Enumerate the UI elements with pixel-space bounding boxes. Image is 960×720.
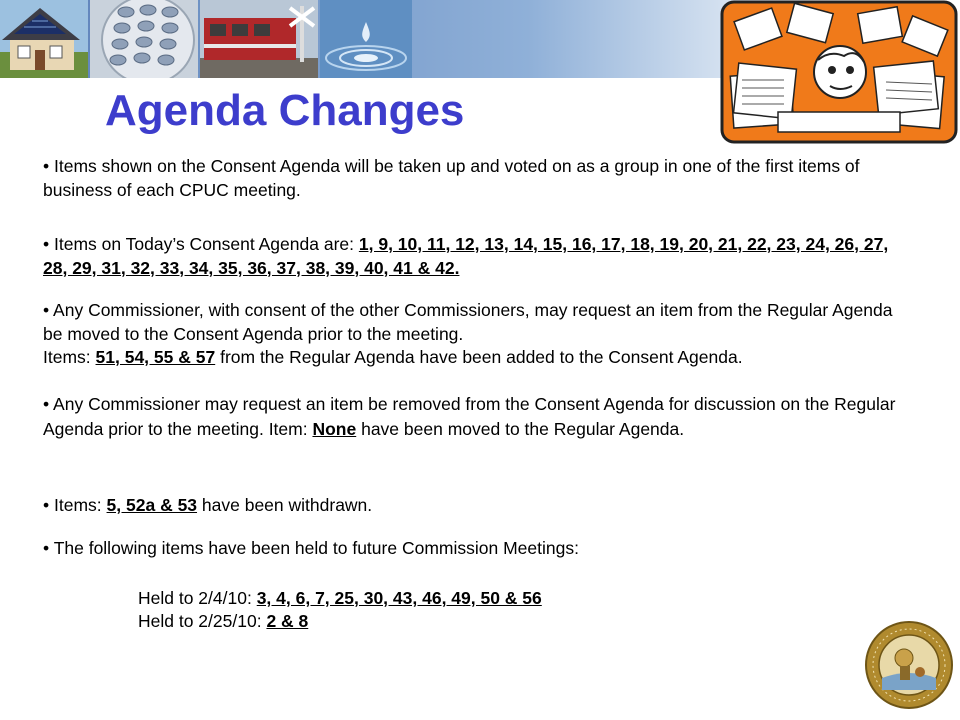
bullet-marker: •	[43, 538, 50, 558]
held-feb-25-label: Held to 2/25/10:	[138, 611, 262, 631]
withdrawn-items-list: 5, 52a & 53	[106, 495, 198, 515]
withdrawn-suffix: have been withdrawn.	[201, 495, 373, 515]
consent-agenda-info-text: Items shown on the Consent Agenda will be taken up and voted on as a group in one of the first items of business of each CPUC meeting.	[43, 156, 860, 200]
bullet-held-items	[43, 537, 913, 561]
bullet-todays-consent-items	[43, 233, 913, 280]
bullet-marker: •	[43, 156, 50, 176]
slide-title: Agenda Changes	[105, 86, 465, 135]
added-items-list: 51, 54, 55 & 57	[95, 347, 216, 367]
water-drop-photo	[320, 0, 412, 78]
removed-suffix: have been moved to the Regular Agenda.	[361, 419, 685, 439]
paperwork-cartoon	[720, 0, 958, 144]
bullet-marker: •	[43, 234, 50, 254]
phone-keypad-photo	[90, 0, 198, 78]
held-line-feb-25	[138, 610, 838, 634]
bullet-consent-agenda-info	[43, 155, 913, 202]
removed-items-list: None	[312, 419, 357, 439]
bullet-withdrawn	[43, 494, 913, 518]
bullet-marker: •	[43, 394, 50, 414]
bullet-marker: •	[43, 300, 50, 320]
bullet-marker: •	[43, 495, 50, 515]
held-feb-4-items: 3, 4, 6, 7, 25, 30, 43, 46, 49, 50 & 56	[256, 588, 542, 608]
todays-consent-prefix: Items on Today’s Consent Agenda are:	[54, 234, 354, 254]
train-photo	[200, 0, 318, 78]
added-items-prefix: Items:	[43, 347, 91, 367]
todays-consent-item-list: 1, 9, 10, 11, 12, 13, 14, 15, 16, 17, 18, 19, 20, 21, 22, 23, 24, 26, 27, 28, 29, 31, 32, 33, 34, 35, 36, 37, 38, 39, 40, 41 & 42.	[43, 234, 889, 278]
cpuc-seal	[864, 620, 954, 710]
withdrawn-prefix: Items:	[54, 495, 102, 515]
house-solar-photo	[0, 0, 88, 78]
moved-to-consent-text: Any Commissioner, with consent of the other Commissioners, may request an item from the Regular Agenda be moved to the Consent Agenda prior to the meeting.	[43, 300, 893, 344]
removed-text: Any Commissioner may request an item be removed from the Consent Agenda for discussion on the Regular Agenda prior to the meeting. Item:	[43, 394, 896, 439]
held-line-feb-4	[138, 587, 838, 611]
held-feb-25-items: 2 & 8	[266, 611, 309, 631]
held-feb-4-label: Held to 2/4/10:	[138, 588, 252, 608]
added-items-suffix: from the Regular Agenda have been added to the Consent Agenda.	[220, 347, 743, 367]
bullet-moved-to-consent	[43, 299, 913, 370]
held-items-text: The following items have been held to future Commission Meetings:	[53, 538, 579, 558]
bullet-removed-from-consent	[43, 392, 913, 442]
